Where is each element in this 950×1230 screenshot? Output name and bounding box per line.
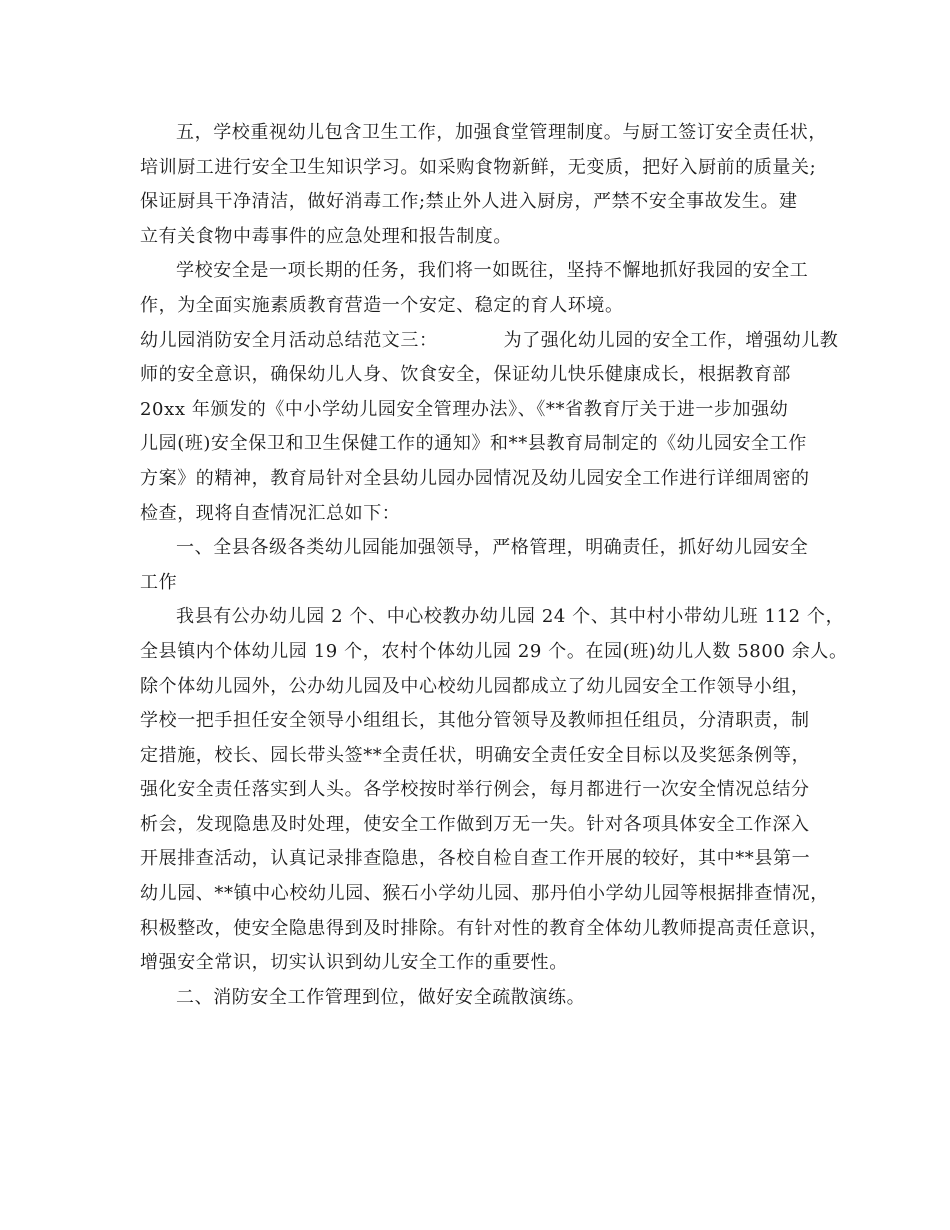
paragraph-line: 20xx 年颁发的《中小学幼儿园安全管理办法》、《**省教育厅关于进一步加强幼 [140,398,789,420]
paragraph-line: 保证厨具干净清洁，做好消毒工作;禁止外人进入厨房，严禁不安全事故发生。建 [140,191,798,213]
document-body [140,116,848,1015]
paragraph-line: 作，为全面实施素质教育营造一个安定、稳定的育人环境。 [140,294,624,316]
paragraph-line: 析会，发现隐患及时处理，使安全工作做到万无一失。针对各项具体安全工作深入 [140,813,810,835]
paragraph-line: 幼儿园、**镇中心校幼儿园、猴石小学幼儿园、那丹伯小学幼儿园等根据排查情况， [140,883,829,905]
section-heading: 幼儿园消防安全月活动总结范文三： [140,329,438,351]
paragraph-line: 学校安全是一项长期的任务，我们将一如既往，坚持不懈地抓好我园的安全工 [176,260,809,282]
paragraph-line: 强化安全责任落实到人头。各学校按时举行例会，每月都进行一次安全情况总结分 [140,779,810,801]
paragraph-line: 学校一把手担任安全领导小组组长，其他分管领导及教师担任组员，分清职责，制 [140,710,810,732]
paragraph-line: 儿园(班)安全保卫和卫生保健工作的通知》和**县教育局制定的《幼儿园安全工作 [140,433,807,455]
paragraph-line: 培训厨工进行安全卫生知识学习。如采购食物新鲜，无变质，把好入厨前的质量关; [140,156,817,178]
paragraph-line: 定措施，校长、园长带头签**全责任状，明确安全责任安全目标以及奖惩条例等， [140,744,811,766]
paragraph-line: 五，学校重视幼儿包含卫生工作，加强食堂管理制度。与厨工签订安全责任状， [176,122,827,143]
paragraph-line: 积极整改，使安全隐患得到及时排除。有针对性的教育全体幼儿教师提高责任意识， [140,917,829,939]
paragraph-line: 全县镇内个体幼儿园 19 个，农村个体幼儿园 29 个。在园(班)幼儿人数 5800 余人。 [140,640,848,662]
paragraph-line: 立有关食物中毒事件的应急处理和报告制度。 [140,225,512,247]
paragraph-line: 我县有公办幼儿园 2 个、中心校教办幼儿园 24 个、其中村小带幼儿班 112 个， [176,606,845,628]
paragraph-line: 二、消防安全工作管理到位，做好安全疏散演练。 [176,986,586,1008]
paragraph-line: 增强安全常识，切实认识到幼儿安全工作的重要性。 [140,952,568,974]
paragraph-line: 师的安全意识，确保幼儿人身、饮食安全，保证幼儿快乐健康成长，根据教育部 [140,364,791,386]
paragraph-line: 除个体幼儿园外，公办幼儿园及中心校幼儿园都成立了幼儿园安全工作领导小组， [140,675,810,697]
paragraph-line: 工作 [140,571,178,593]
paragraph-line: 一、全县各级各类幼儿园能加强领导，严格管理，明确责任，抓好幼儿园安全 [176,537,809,559]
section-heading-line [140,324,840,359]
paragraph-line: 开展排查活动，认真记录排查隐患，各校自检自查工作开展的较好，其中**县第一 [140,848,811,870]
paragraph-line: 方案》的精神，教育局针对全县幼儿园办园情况及幼儿园安全工作进行详细周密的 [140,467,810,489]
paragraph-line: 检查，现将自查情况汇总如下： [140,502,401,524]
paragraph-text: 为了强化幼儿园的安全工作，增强幼儿教 [503,329,839,351]
